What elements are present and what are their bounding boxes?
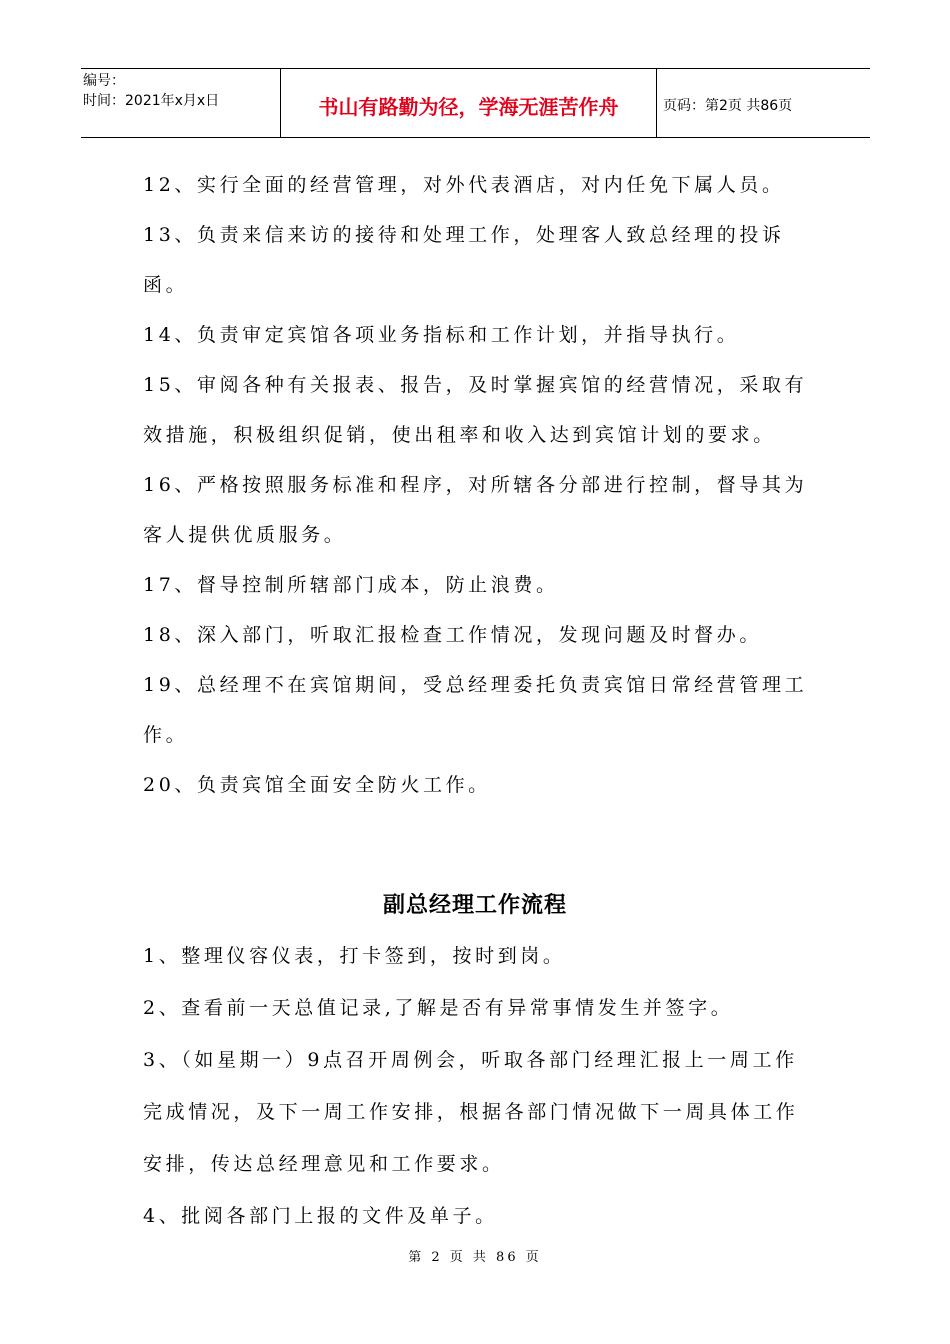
body-line: 16、严格按照服务标准和程序，对所辖各分部进行控制，督导其为 xyxy=(143,474,808,496)
body-line: 客人提供优质服务。 xyxy=(143,524,347,546)
section-title: 副总经理工作流程 xyxy=(382,893,567,918)
header-page-info: 页码：第2页 共86页 xyxy=(663,98,793,114)
body-line: 效措施，积极组织促销，使出租率和收入达到宾馆计划的要求。 xyxy=(143,424,776,446)
header-motto: 书山有路勤为径，学海无涯苦作舟 xyxy=(281,69,657,137)
body-line: 20、负责宾馆全面安全防火工作。 xyxy=(143,774,491,796)
body-line: 17、督导控制所辖部门成本，防止浪费。 xyxy=(143,574,559,596)
body-text xyxy=(143,160,823,810)
body-line: 15、审阅各种有关报表、报告，及时掌握宾馆的经营情况，采取有 xyxy=(143,374,808,396)
section-text xyxy=(143,930,823,1242)
body-line: 作。 xyxy=(143,724,189,746)
header-meta xyxy=(81,69,281,137)
section-line: 1、整理仪容仪表，打卡签到，按时到岗。 xyxy=(143,945,566,967)
section-line: 2、查看前一天总值记录,了解是否有异常事情发生并签字。 xyxy=(143,997,734,1019)
body-line: 19、总经理不在宾馆期间，受总经理委托负责宾馆日常经营管理工 xyxy=(143,674,808,696)
page-footer: 第 2 页 共 86 页 xyxy=(408,1250,542,1265)
section-line: 完成情况，及下一周工作安排，根据各部门情况做下一周具体工作 xyxy=(143,1101,799,1123)
date-label: 时间：2021年x月x日 xyxy=(83,93,220,109)
number-label: 编号： xyxy=(83,73,125,89)
body-line: 14、负责审定宾馆各项业务指标和工作计划，并指导执行。 xyxy=(143,324,740,346)
section-line: 安排，传达总经理意见和工作要求。 xyxy=(143,1153,505,1175)
body-line: 13、负责来信来访的接待和处理工作，处理客人致总经理的投诉 xyxy=(143,224,785,246)
body-line: 函。 xyxy=(143,274,189,296)
section-line: 4、批阅各部门上报的文件及单子。 xyxy=(143,1205,498,1227)
document-header xyxy=(81,68,870,138)
section-line: 3、（如星期一）9点召开周例会，听取各部门经理汇报上一周工作 xyxy=(143,1049,798,1071)
body-line: 12、实行全面的经营管理，对外代表酒店，对内任免下属人员。 xyxy=(143,174,785,196)
body-line: 18、深入部门，听取汇报检查工作情况，发现问题及时督办。 xyxy=(143,624,762,646)
